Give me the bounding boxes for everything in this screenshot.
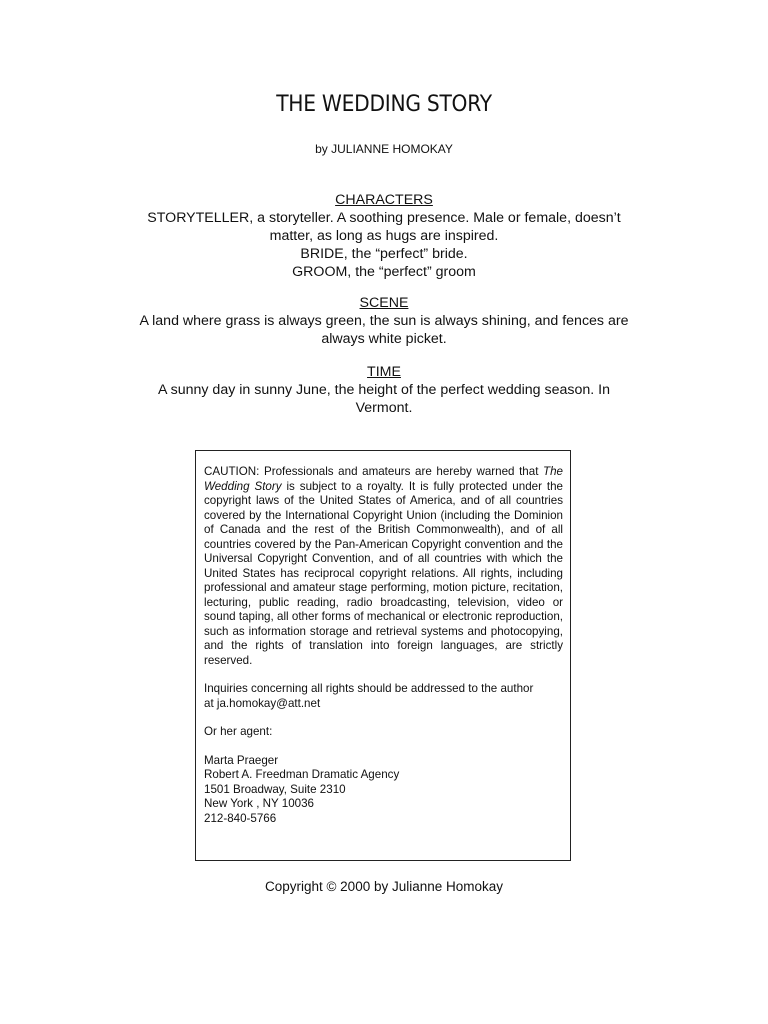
character-line: matter, as long as hugs are inspired. xyxy=(269,228,499,244)
character-line: GROOM, the “perfect” groom xyxy=(292,264,476,280)
caution-body: is subject to a royalty. It is fully protected under the copyright laws of the United States of America, and of all countries covered by the International Copyright Union (including the Dominion of Canada and the rest of the British Commonwealth), and of all countries covered by the Pan-American Copyright convention and the Universal Copyright Convention, and of all countries with which the United States has reciprocal copyright relations. All rights, including professional and amateur stage performing, motion picture, recitation, lecturing, public reading, radio broadcasting, television, video or sound taping, all other forms of mechanical or electronic reproduction, such as information storage and retrieval systems and photocopying, and the rights of translation into foreign languages, are strictly reserved. xyxy=(204,479,563,667)
scene-heading: SCENE xyxy=(359,295,409,311)
agency-phone: 212-840-5766 xyxy=(204,811,277,825)
time-section xyxy=(110,363,658,417)
author-email: at ja.homokay@att.net xyxy=(204,696,321,710)
play-title: THE WEDDING STORY xyxy=(276,92,492,117)
characters-section xyxy=(110,191,658,281)
time-line: A sunny day in sunny June, the height of the perfect wedding season. In xyxy=(158,382,610,398)
caution-prefix: CAUTION: Professionals and amateurs are hereby warned that xyxy=(204,465,544,478)
author-byline: by JULIANNE HOMOKAY xyxy=(315,142,453,156)
agent-contact xyxy=(204,754,563,827)
scene-line: always white picket. xyxy=(321,331,447,347)
agency-address-line: New York , NY 10036 xyxy=(204,797,314,810)
inquiries-line: Inquiries concerning all rights should be addressed to the author xyxy=(204,682,534,695)
agent-intro: Or her agent: xyxy=(204,725,273,738)
character-line: BRIDE, the “perfect” bride. xyxy=(300,246,468,262)
agency-name: Robert A. Freedman Dramatic Agency xyxy=(204,768,400,781)
inquiries-paragraph xyxy=(204,682,563,711)
copyright-notice-box xyxy=(195,450,571,861)
time-heading: TIME xyxy=(367,364,401,380)
character-line: STORYTELLER, a storyteller. A soothing presence. Male or female, doesn’t xyxy=(147,210,621,226)
scene-line: A land where grass is always green, the sun is always shining, and fences are xyxy=(139,313,629,329)
agency-address-line: 1501 Broadway, Suite 2310 xyxy=(204,782,346,796)
caution-paragraph xyxy=(204,465,563,668)
scene-section xyxy=(110,294,658,348)
caution-play-title: The Wedding Story xyxy=(204,465,563,493)
copyright-line: Copyright © 2000 by Julianne Homokay xyxy=(264,879,504,894)
time-line: Vermont. xyxy=(355,400,413,416)
characters-heading: CHARACTERS xyxy=(335,192,433,208)
agent-name: Marta Praeger xyxy=(204,753,279,767)
